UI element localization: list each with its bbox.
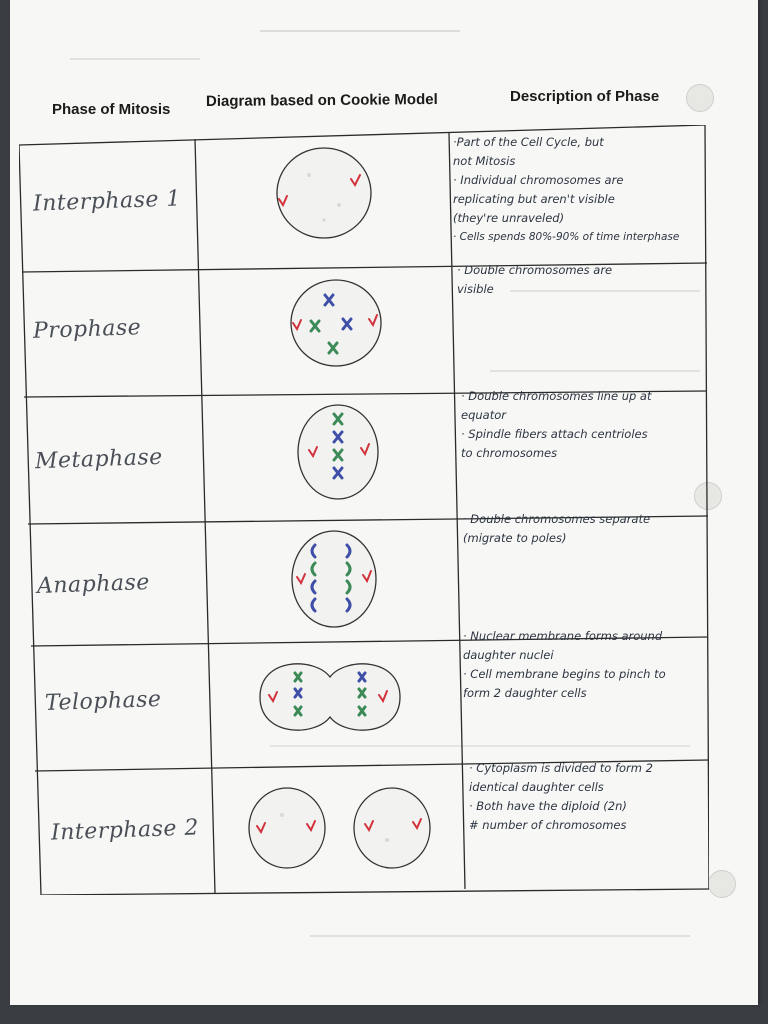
phase-label-prophase: Prophase [32, 315, 142, 344]
description-line: (migrate to poles) [463, 531, 567, 545]
description-telophase [463, 627, 666, 703]
description-line: · Cells spends 80%-90% of time interphase [453, 231, 680, 243]
description-line: · Nuclear membrane forms around [463, 629, 663, 643]
description-line: equator [461, 408, 506, 422]
description-metaphase [461, 387, 652, 463]
diagram-metaphase [281, 400, 391, 510]
description-line: identical daughter cells [469, 780, 604, 794]
description-interphase-2 [469, 759, 653, 835]
description-line: · Cell membrane begins to pinch to [463, 667, 666, 681]
header-description: Description of Phase [510, 88, 660, 105]
diagram-anaphase [279, 525, 389, 635]
bleed-through [260, 30, 460, 32]
cookie-crumb [322, 218, 325, 221]
description-line: · Cytoplasm is divided to form 2 [469, 761, 653, 775]
description-line: visible [457, 282, 494, 296]
cell-outline [277, 148, 371, 238]
phase-label-interphase-1: Interphase 1 [32, 186, 182, 217]
description-interphase-1 [453, 133, 679, 247]
diagram-interphase-2 [237, 780, 447, 880]
description-line: · Double chromosomes are [457, 263, 613, 277]
description-line: to chromosomes [461, 446, 558, 460]
description-line: · Individual chromosomes are [453, 173, 624, 187]
pinching-cell-outline [260, 664, 400, 730]
mitosis-table [19, 125, 709, 895]
header-phase: Phase of Mitosis [52, 101, 171, 118]
header-diagram: Diagram based on Cookie Model [205, 90, 438, 111]
description-line: not Mitosis [453, 154, 516, 168]
cookie-crumb [385, 838, 389, 842]
description-prophase [457, 261, 612, 299]
daughter-cell-outline [354, 788, 430, 868]
description-line: # number of chromosomes [469, 818, 627, 832]
description-line: · Double chromosomes line up at [461, 389, 652, 403]
cookie-crumb [337, 203, 341, 207]
diagram-interphase-1 [269, 145, 379, 245]
description-line: form 2 daughter cells [463, 686, 587, 700]
daughter-cell-outline [249, 788, 325, 868]
description-line: · Spindle fibers attach centrioles [461, 427, 648, 441]
description-line: (they're unraveled) [453, 211, 565, 225]
diagram-telophase [255, 655, 405, 745]
description-anaphase [463, 510, 650, 548]
bleed-through [70, 58, 200, 60]
binder-hole [708, 870, 736, 898]
binder-hole [686, 84, 714, 112]
description-line: replicating but aren't visible [453, 192, 615, 206]
description-line: · Both have the diploid (2n) [469, 799, 627, 813]
bleed-through [310, 935, 690, 937]
phase-label-interphase-2: Interphase 2 [50, 815, 200, 846]
description-line: daughter nuclei [463, 648, 554, 662]
description-line: · Double chromosomes separate [463, 512, 651, 526]
description-line: ·Part of the Cell Cycle, but [453, 135, 604, 149]
phase-label-metaphase: Metaphase [34, 444, 164, 475]
cookie-crumb [280, 813, 284, 817]
cookie-crumb [307, 173, 311, 177]
diagram-prophase [281, 275, 391, 375]
phase-label-anaphase: Anaphase [36, 570, 151, 599]
cell-outline [292, 531, 376, 627]
phase-label-telophase: Telophase [44, 686, 162, 717]
